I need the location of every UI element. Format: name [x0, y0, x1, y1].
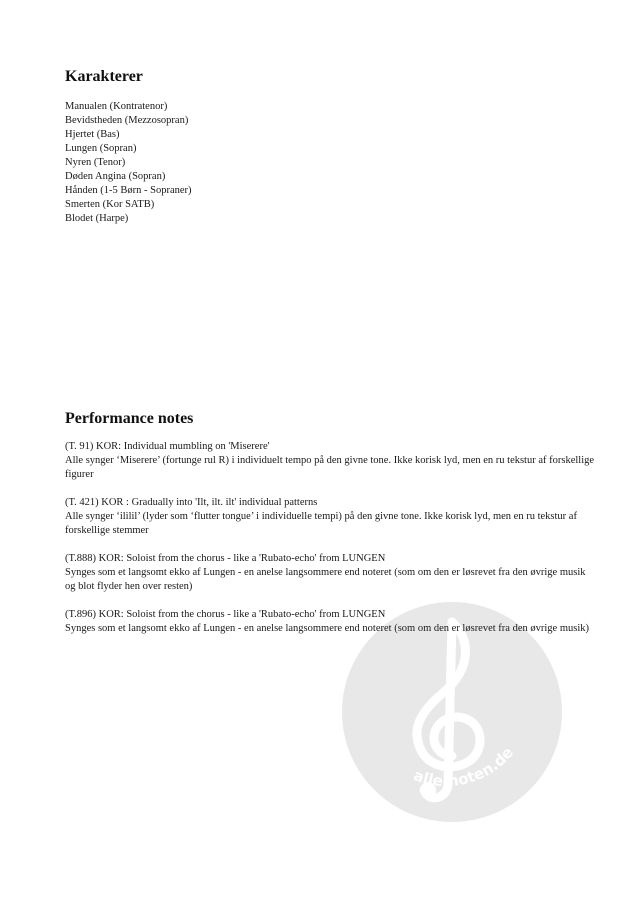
character-item: Smerten (Kor SATB)	[65, 199, 155, 210]
character-item: Nyren (Tenor)	[65, 157, 126, 168]
performance-note	[65, 440, 595, 482]
note-title: (T.896) KOR: Soloist from the chorus - like a 'Rubato-echo' from LUNGEN	[65, 609, 386, 620]
characters-section	[65, 68, 595, 226]
note-body: Synges som et langsomt ekko af Lungen - en anelse langsommere end noteret (som om den er løsrevet fra den øvrige musik og blot flyder hen over resten)	[65, 567, 586, 592]
performance-note	[65, 552, 595, 594]
character-item: Døden Angina (Sopran)	[65, 171, 166, 182]
performance-section	[65, 410, 595, 636]
watermark-text: alle-noten.de	[411, 743, 517, 791]
character-item: Manualen (Kontratenor)	[65, 101, 168, 112]
character-item: Lungen (Sopran)	[65, 143, 137, 154]
character-item: Hånden (1-5 Børn - Sopraner)	[65, 185, 192, 196]
characters-heading: Karakterer	[65, 68, 143, 85]
note-body: Alle synger ‘ililil’ (lyder som ‘flutter tongue’ i individuelle tempi) på den givne tone. Ikke korisk lyd, men en ru tekstur af forskellige stemmer	[65, 511, 577, 536]
note-title: (T. 91) KOR: Individual mumbling on 'Miserere'	[65, 441, 270, 452]
note-body: Alle synger ‘Miserere’ (fortunge rul R) i individuelt tempo på den givne tone. Ikke korisk lyd, men en ru tekstur af forskellige figurer	[65, 455, 595, 480]
performance-heading: Performance notes	[65, 410, 194, 427]
note-body: Synges som et langsomt ekko af Lungen - en anelse langsommere end noteret (som om den er løsrevet fra den øvrige musik)	[65, 623, 589, 634]
performance-note	[65, 608, 595, 636]
note-title: (T.888) KOR: Soloist from the chorus - like a 'Rubato-echo' from LUNGEN	[65, 553, 386, 564]
note-title: (T. 421) KOR : Gradually into 'Ilt, ilt. ilt' individual patterns	[65, 497, 318, 508]
character-item: Hjertet (Bas)	[65, 129, 120, 140]
characters-list	[65, 100, 595, 226]
character-item: Blodet (Harpe)	[65, 213, 129, 224]
performance-note	[65, 496, 595, 538]
character-item: Bevidstheden (Mezzosopran)	[65, 115, 189, 126]
